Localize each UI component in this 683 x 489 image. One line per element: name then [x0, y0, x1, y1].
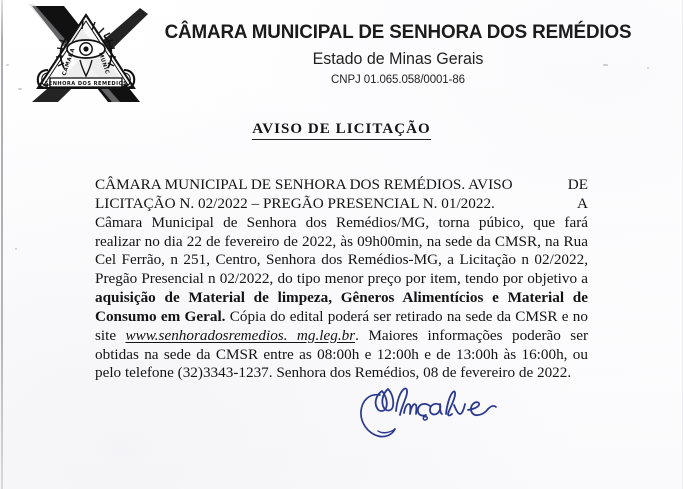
organization-name: CÂMARA MUNICIPAL DE SENHORA DOS REMÉDIOS	[164, 21, 632, 43]
body-line-2	[95, 195, 588, 214]
body-paragraph-part-3: . Maiores informações poderão ser obtidas na sede da CMSR entre as 08:00h e 12:00h e de 13:00h às 16:00h, ou pelo telefone (32)3343-1237. Senhora dos Remédios, 08 de fevereiro de 2022.	[95, 326, 588, 382]
body-line-1-left: CÂMARA MUNICIPAL DE SENHORA DOS REMÉDIOS. AVISO	[95, 176, 513, 193]
page-title-text: AVISO DE LICITAÇÃO	[252, 121, 430, 140]
page-title	[0, 120, 683, 140]
body-line-2-left: LICITAÇÃO N. 02/2022 – PREGÃO PRESENCIAL N. 01/2022.	[95, 194, 495, 212]
municipal-coat-of-arms-icon	[24, 2, 148, 106]
body-paragraph-part-2: Cópia do edital poderá ser retirado na sede da CMSR e no site	[95, 307, 588, 344]
body-line-1	[95, 176, 588, 195]
svg-text:MUNIC: MUNIC	[96, 51, 110, 76]
cnpj-number: CNPJ 01.065.058/0001-86	[331, 74, 465, 87]
letterhead	[0, 0, 683, 110]
state-name: Estado de Minas Gerais	[312, 50, 484, 69]
handwritten-signature-icon	[352, 383, 512, 445]
website-link[interactable]: www.senhoradosremedios. mg.leg.br	[125, 326, 356, 344]
procurement-object: aquisição de Material de limpeza, Gêneros Alimentícios e Material de Consumo em Geral.	[95, 289, 588, 325]
scan-speck	[15, 248, 17, 250]
body-line-1-right: DE	[567, 176, 588, 193]
body-paragraph-part-1: Câmara Municipal de Senhora dos Remédios/MG, torna púbico, que fará realizar no dia 22 de fevereiro de 2022, às 09h00min, na sede da CMSR, na Rua Cel Ferrão, n 251, Centro, Senhora dos Remédios-MG, a Licitação n 02/2022, Pregão Presencial n 02/2022, do tipo menor preço por item, tendo por objetivo a	[95, 213, 588, 288]
svg-text:CAMARA: CAMARA	[61, 47, 77, 77]
letterhead-text	[148, 22, 648, 86]
body-line-2-right: A	[577, 194, 588, 212]
notice-body	[95, 176, 588, 383]
svg-text:SENHORA DOS REMEDIOS: SENHORA DOS REMEDIOS	[44, 80, 128, 87]
